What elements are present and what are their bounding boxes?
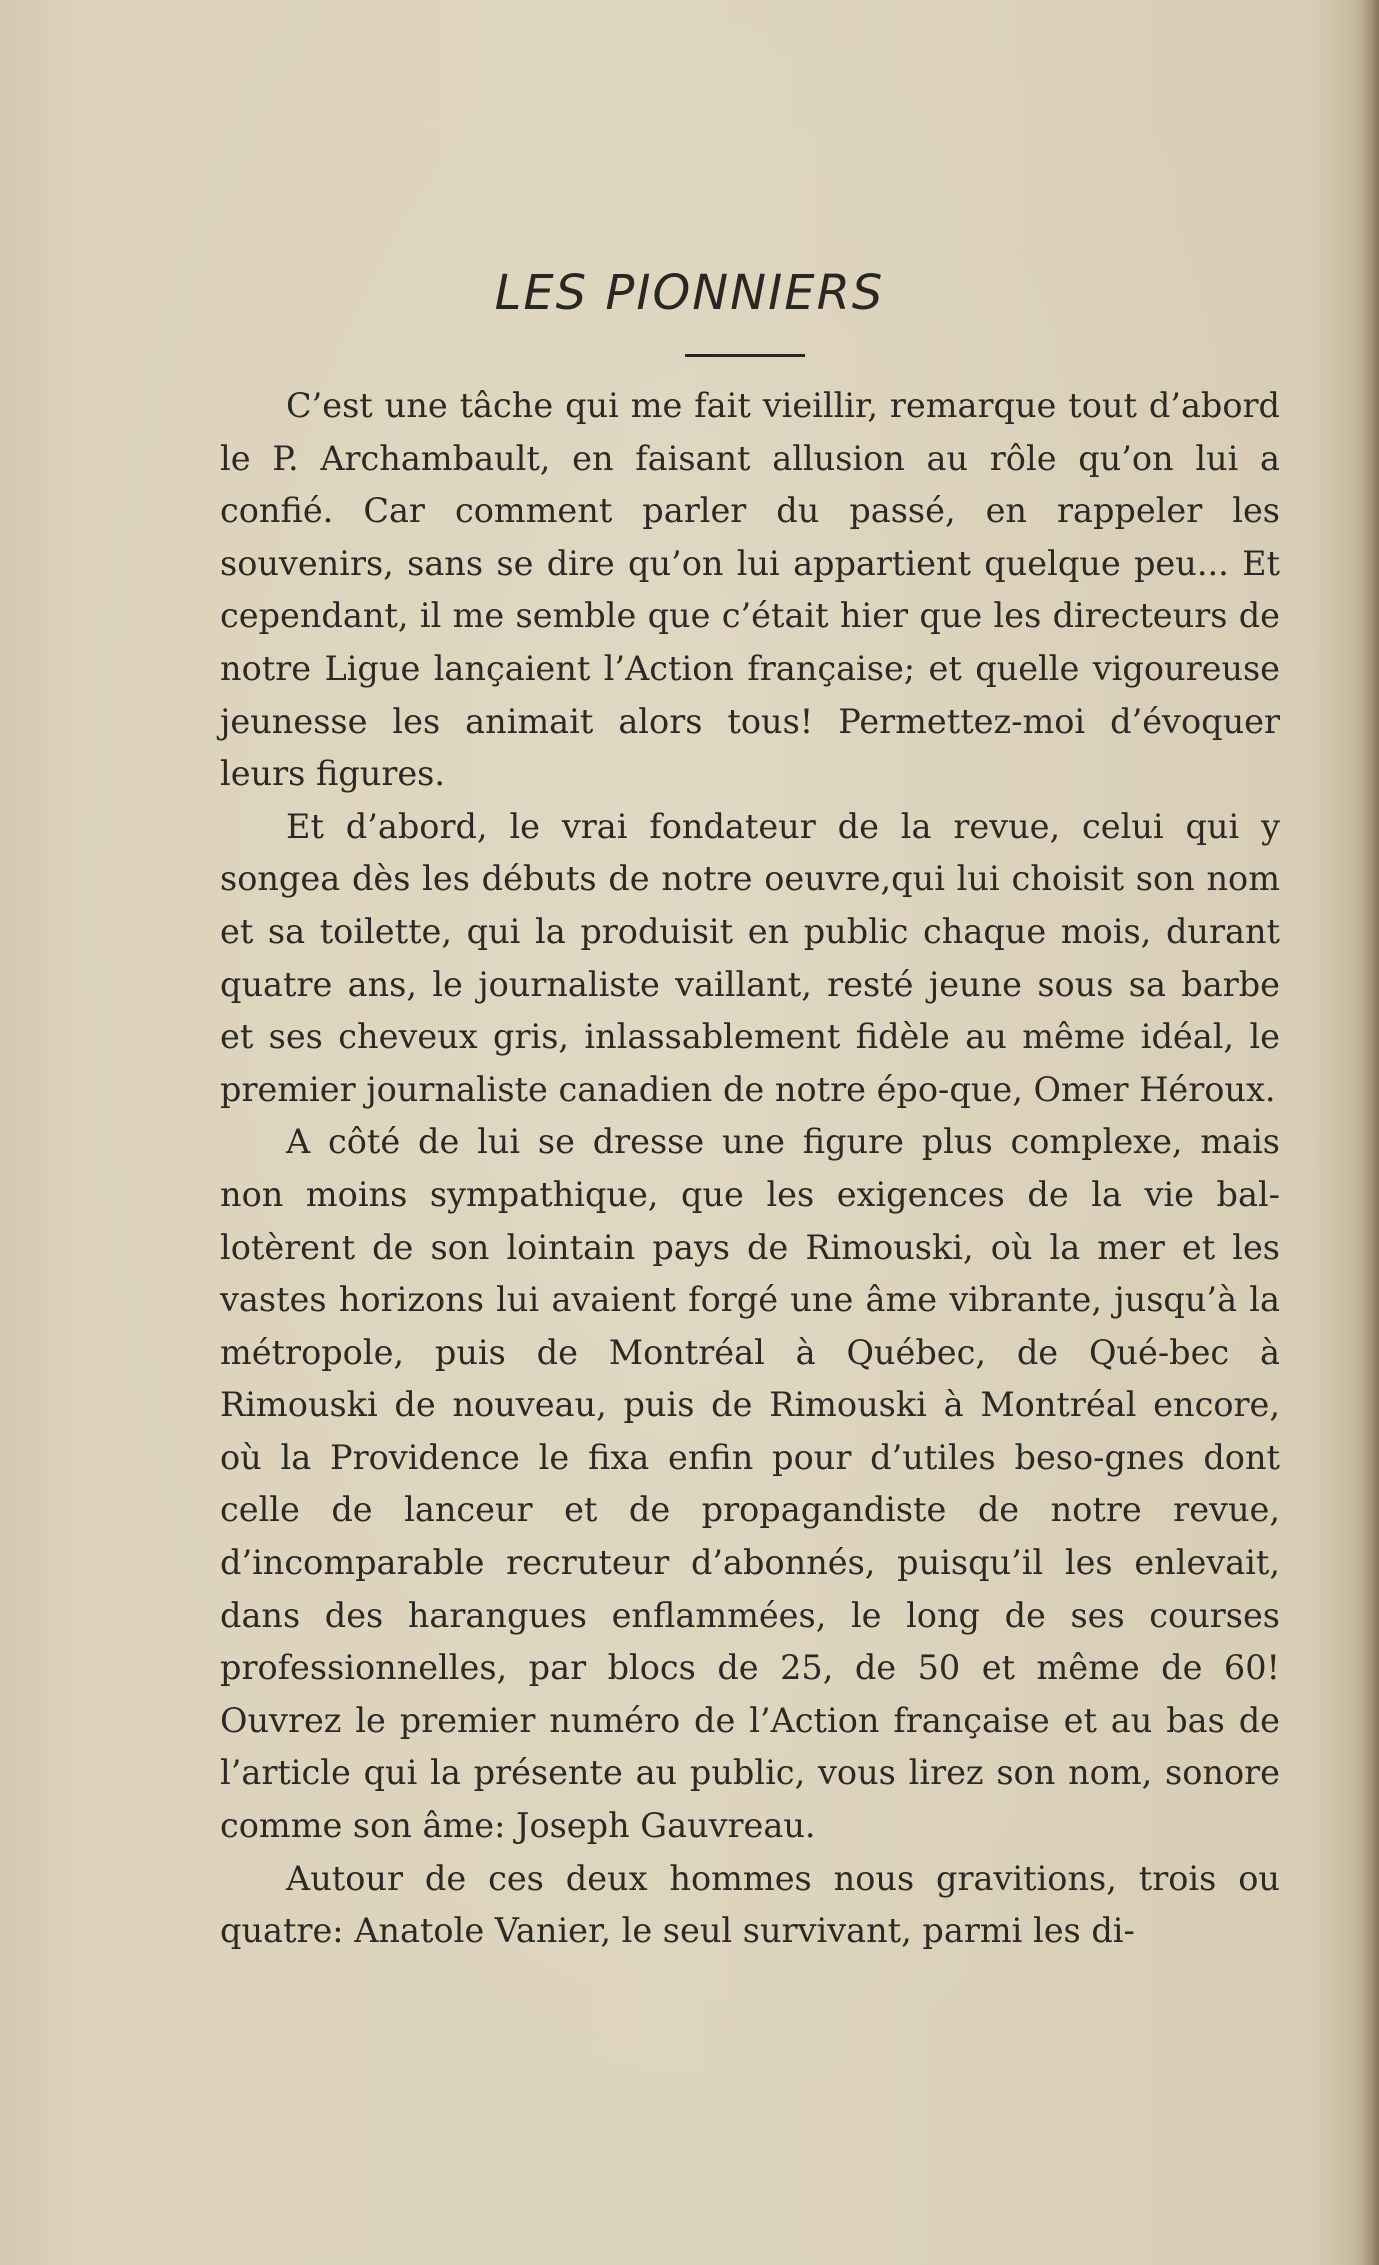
title-rule [685,354,805,357]
paragraph-2: Et d’abord, le vrai fondateur de la revue, celui qui y songea dès les débuts de notre oeuvre,qui lui choisit son nom et sa toilette, qui la produisit en public chaque mois, durant quatre ans, le journaliste vaillant, resté jeune sous sa barbe et ses cheveux gris, inlassablement fidèle au même idéal, le premier journaliste canadien de notre épo-que, Omer Héroux. [220,806,1280,1109]
paragraph-4: Autour de ces deux hommes nous gravitions, trois ou quatre: Anatole Vanier, le seul survivant, parmi les di- [220,1858,1280,1951]
page-edge-shadow [1361,0,1379,2265]
paragraph-3: A côté de lui se dresse une figure plus complexe, mais non moins sympathique, que les exigences de la vie bal-lotèrent de son lointain pays de Rimouski, où la mer et les vastes horizons lui avaient forgé une âme vibrante, jusqu’à la métropole, puis de Montréal à Québec, de Qué-bec à Rimouski de nouveau, puis de Rimouski à Montréal encore, où la Providence le fixa enfin pour d’utiles beso-gnes dont celle de lanceur et de propagandiste de notre revue, d’incomparable recruteur d’abonnés, puisqu’il les enlevait, dans des harangues enflammées, le long de ses courses professionnelles, par blocs de 25, de 50 et même de 60! Ouvrez le premier numéro de l’Action française et au bas de l’article qui la présente au public, vous lirez son nom, sonore comme son âme: Joseph Gauvreau. [220,1122,1280,1846]
body-text [220,380,1280,1958]
paragraph-1: C’est une tâche qui me fait vieillir, remarque tout d’abord le P. Archambault, en faisant allusion au rôle qu’on lui a confié. Car comment parler du passé, en rappeler les souvenirs, sans se dire qu’on lui appartient quelque peu... Et cependant, il me semble que c’était hier que les directeurs de notre Ligue lançaient l’Action française; et quelle vigoureuse jeunesse les animait alors tous! Permettez-moi d’évoquer leurs figures. [220,386,1280,794]
chapter-title: LES PIONNIERS [494,265,885,321]
